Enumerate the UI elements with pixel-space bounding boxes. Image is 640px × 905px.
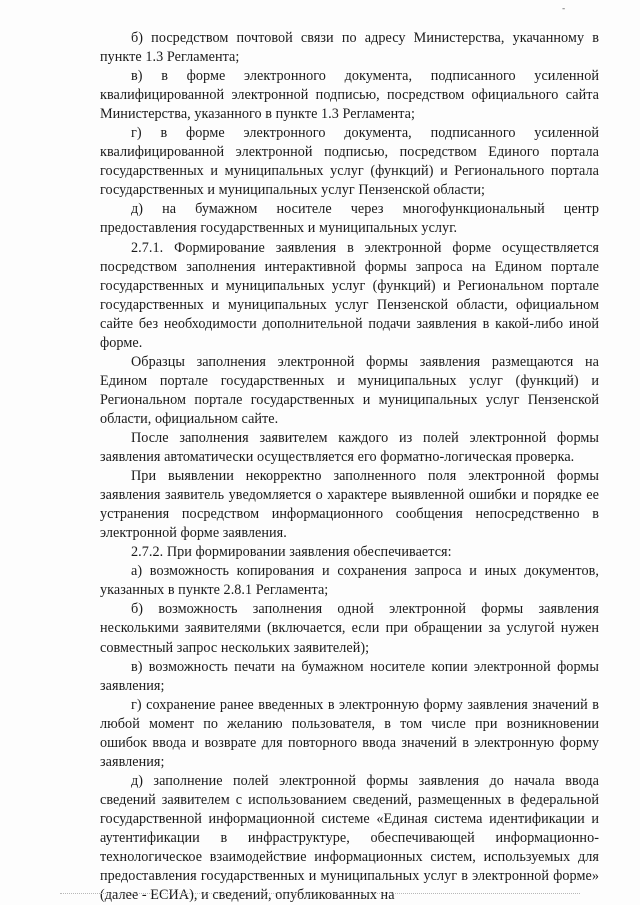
paragraph-2-7-1: 2.7.1. Формирование заявления в электронной форме осуществляется посредством заполнения интерактивной формы запроса на Едином портале государственных и муниципальных услуг (функций) и Региональном портале государственных и муниципальных услуг Пензенской области, официальном сайте без необходимости дополнительной подачи заявления в какой-либо иной форме. (100, 239, 599, 351)
list-item-a: а) возможность копирования и сохранения запроса и иных документов, указанных в пункте 2.8.1 Регламента; (100, 563, 599, 599)
corner-mark: - (562, 4, 566, 14)
paragraph-2-7-2: 2.7.2. При формировании заявления обеспечивается: (131, 544, 452, 561)
list-item-b: б) возможность заполнения одной электронной формы заявления несколькими заявителями (включается, если при обращении за услугой нужен совместный запрос нескольких заявителей); (100, 601, 599, 656)
paragraph-samples: Образцы заполнения электронной формы заявления размещаются на Едином портале государственных и муниципальных услуг (функций) и Региональном портале государственных и муниципальных услуг Пензенской области, официальном сайте. (100, 353, 599, 427)
scan-artifact-line (60, 893, 580, 895)
paragraph-d-paper: д) на бумажном носителе через многофункциональный центр предоставления государственных и муниципальных услуг. (100, 201, 599, 237)
list-item-g: г) сохранение ранее введенных в электронную форму заявления значений в любой момент по желанию пользователя, в том числе при возникновении ошибок ввода и возврате для повторного ввода значений в электронную форму заявления; (100, 696, 599, 770)
paragraph-v-ministry-site: в) в форме электронного документа, подписанного усиленной квалифицированной электронной подписью, посредством официального сайта Министерства, указанного в пункте 1.3 Регламента; (100, 68, 599, 123)
paragraph-validation: После заполнения заявителем каждого из полей электронной формы заявления автоматически осуществляется его форматно-логическая проверка. (100, 429, 599, 466)
paragraph-error-notice: При выявлении некорректно заполненного поля электронной формы заявления заявитель уведомляется о характере выявленной ошибки и порядке ее устранения посредством информационного сообщения непосредственно в электронной форме заявления. (100, 468, 599, 542)
paragraph-b-postal: б) посредством почтовой связи по адресу Министерства, укачанному в пункте 1.3 Регламента; (100, 30, 599, 66)
paragraph-g-portals: г) в форме электронного документа, подписанного усиленной квалифицированной электронной подписью, посредством Единого портала государственных и муниципальных услуг (функций) и Регионального портала государственных и муниципальных услуг Пензенской области; (100, 125, 599, 199)
list-item-d: д) заполнение полей электронной формы заявления до начала ввода сведений заявителем с использованием сведений, размещенных в федеральной государственной информационной системе «Единая система идентификации и аутентификации в инфраструктуре, обеспечивающей информационно-технологическое взаимодействие информационных систем, используемых для предоставления государственных и муниципальных услуг в электронной форме» (далее - ЕСИА), и сведений, опубликованных на (100, 772, 599, 904)
document-body (100, 29, 599, 905)
list-item-v: в) возможность печати на бумажном носителе копии электронной формы заявления; (100, 658, 599, 694)
